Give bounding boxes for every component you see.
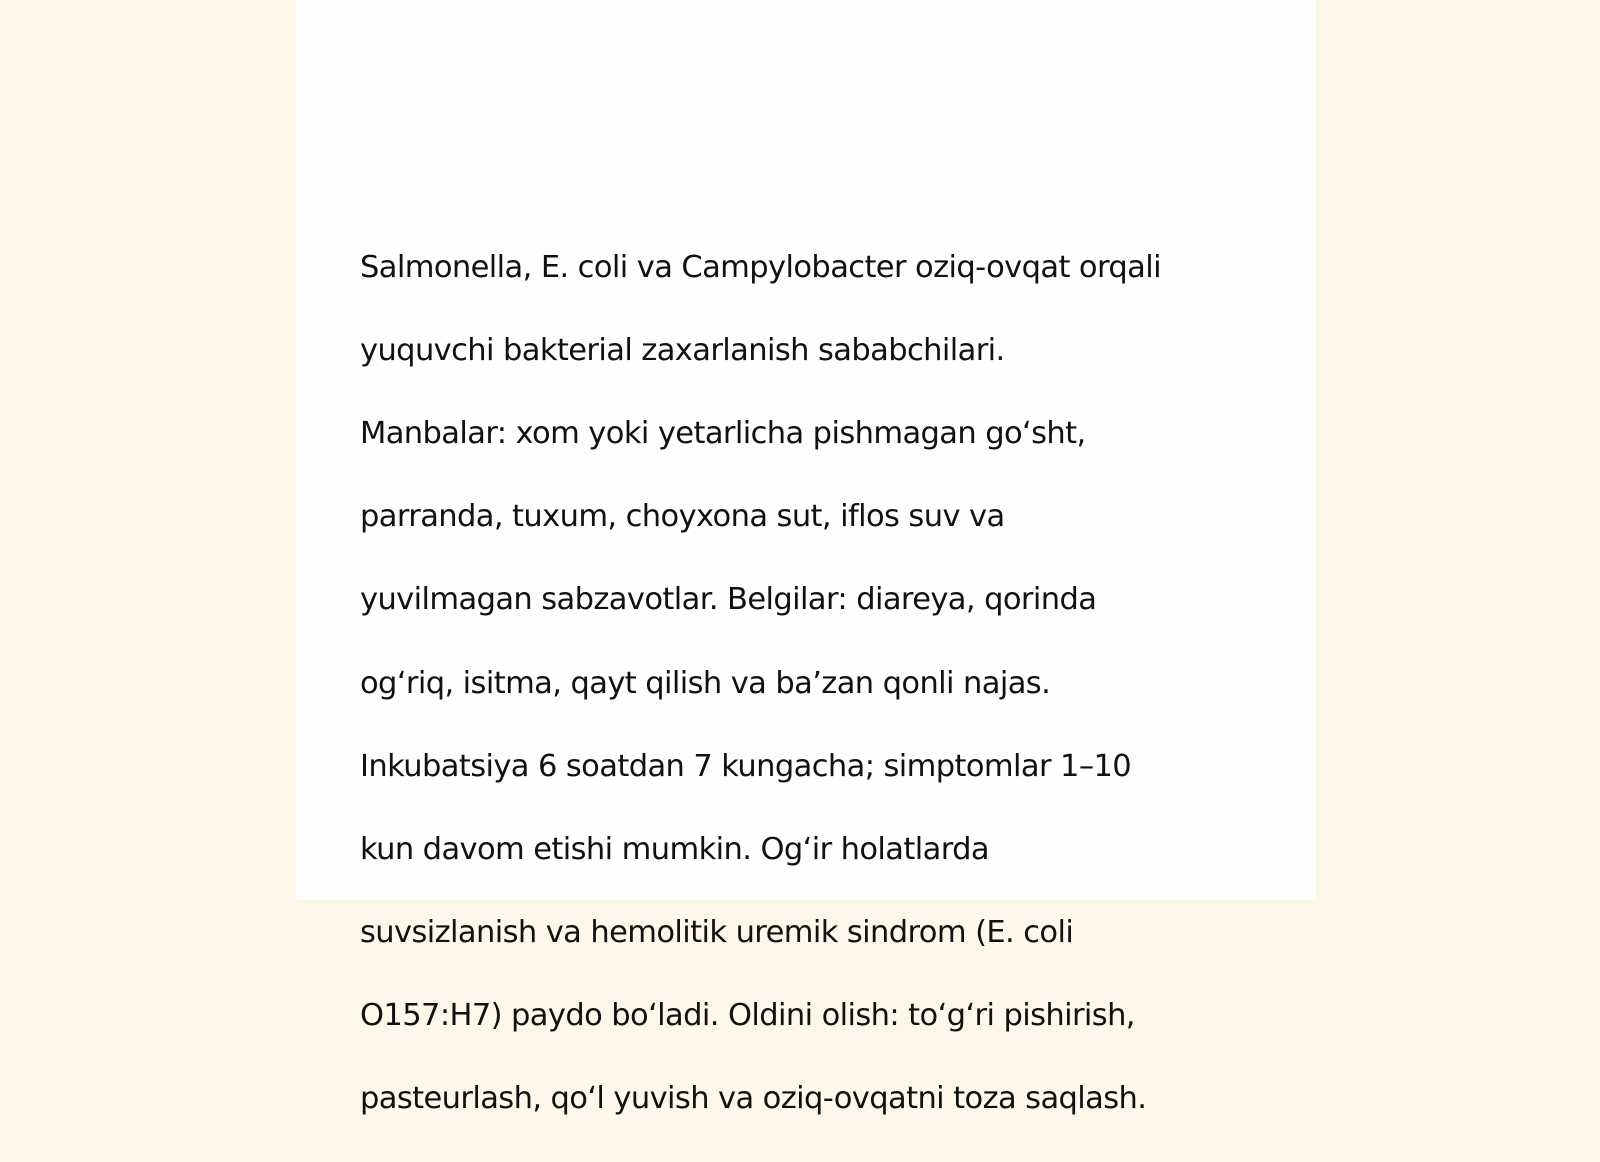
body-line: pasteurlash, qo‘l yuvish va oziq-ovqatni toza saqlash. xyxy=(360,1081,1147,1117)
body-line: Manbalar: xom yoki yetarlicha pishmagan go‘sht, xyxy=(360,415,1086,451)
body-line: og‘riq, isitma, qayt qilish va ba’zan qonli najas. xyxy=(360,665,1051,701)
body-line: yuvilmagan sabzavotlar. Belgilar: diareya, qorinda xyxy=(360,582,1097,618)
body-line: kun davom etishi mumkin. Og‘ir holatlarda xyxy=(360,831,989,867)
body-line: parranda, tuxum, choyxona sut, iflos suv va xyxy=(360,499,1005,535)
body-line: yuquvchi bakterial zaxarlanish sababchilari. xyxy=(360,332,1005,368)
slide-body-text xyxy=(360,205,1260,1162)
slide xyxy=(296,0,1316,1117)
body-line: Salmonella, E. coli va Campylobacter oziq-ovqat orqali xyxy=(360,249,1161,285)
body-line: Inkubatsiya 6 soatdan 7 kungacha; simptomlar 1–10 xyxy=(360,748,1132,784)
body-line: suvsizlanish va hemolitik uremik sindrom (E. coli xyxy=(360,915,1074,951)
body-line: O157:H7) paydo bo‘ladi. Oldini olish: to‘g‘ri pishirish, xyxy=(360,998,1135,1034)
